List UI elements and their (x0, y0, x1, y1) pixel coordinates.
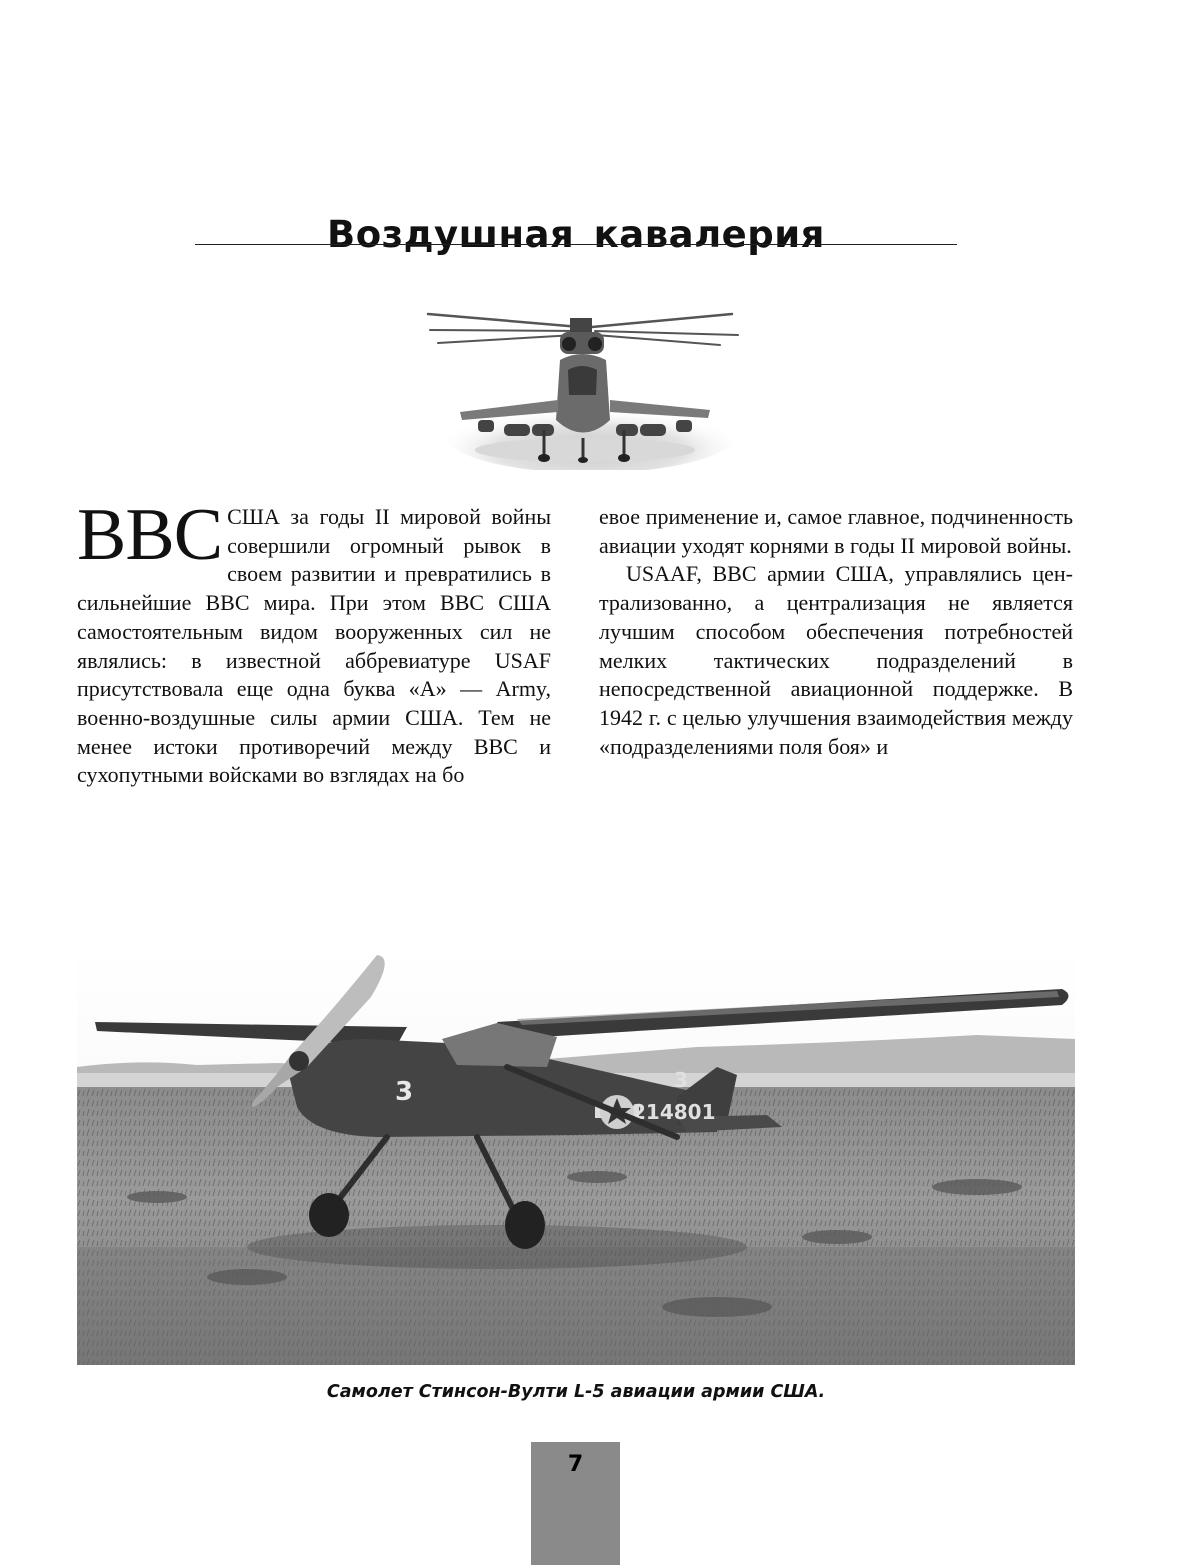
intro-text: США за годы II мировой войны совершили огромный рывок в своем развитии и превратились в сильнейшие ВВС мира. При этом ВВС США самостоятельным видом вооруженных сил не являлись: в известной аббревиатуре USAF присутствовала еще одна буква «А» — Army, военно-воздушные силы армии США. Тем не менее истоки противоречий между ВВС и сухопутными войсками во взглядах на бо (77, 504, 551, 788)
photo-caption: Самолет Стинсон-Вулти L-5 авиации армии США. (326, 1382, 826, 1402)
page-number: 7 (567, 1452, 584, 1477)
tail-marking-letter: 3 (674, 1068, 688, 1092)
intro-paragraph (77, 494, 551, 790)
chapter-title: Воздушная кавалерия (327, 212, 825, 256)
page-number-tab (531, 1442, 620, 1565)
title-rule (195, 244, 957, 245)
fuselage-number: 3 (395, 1077, 414, 1107)
continued-paragraph: евое применение и, самое главное, подчиненность авиации уходят корнями в годы II мировой войны. (599, 504, 1073, 558)
text-column-right (599, 503, 1073, 761)
usaaf-paragraph: USAAF, ВВС армии США, управлялись централизованно, а централизация не является лучшим способом обеспечения потребностей мелких тактических подразделений в непосредственной авиационной поддержке. В 1942 г. с целью улучшения взаимодействия между «подразделениями поля боя» и (599, 561, 1073, 759)
dropcap: ВВС (77, 494, 223, 576)
tail-serial-number: 214801 (632, 1100, 716, 1124)
aircraft-photo (77, 947, 1075, 1365)
text-column-left (77, 494, 551, 790)
helicopter-illustration (420, 300, 750, 470)
